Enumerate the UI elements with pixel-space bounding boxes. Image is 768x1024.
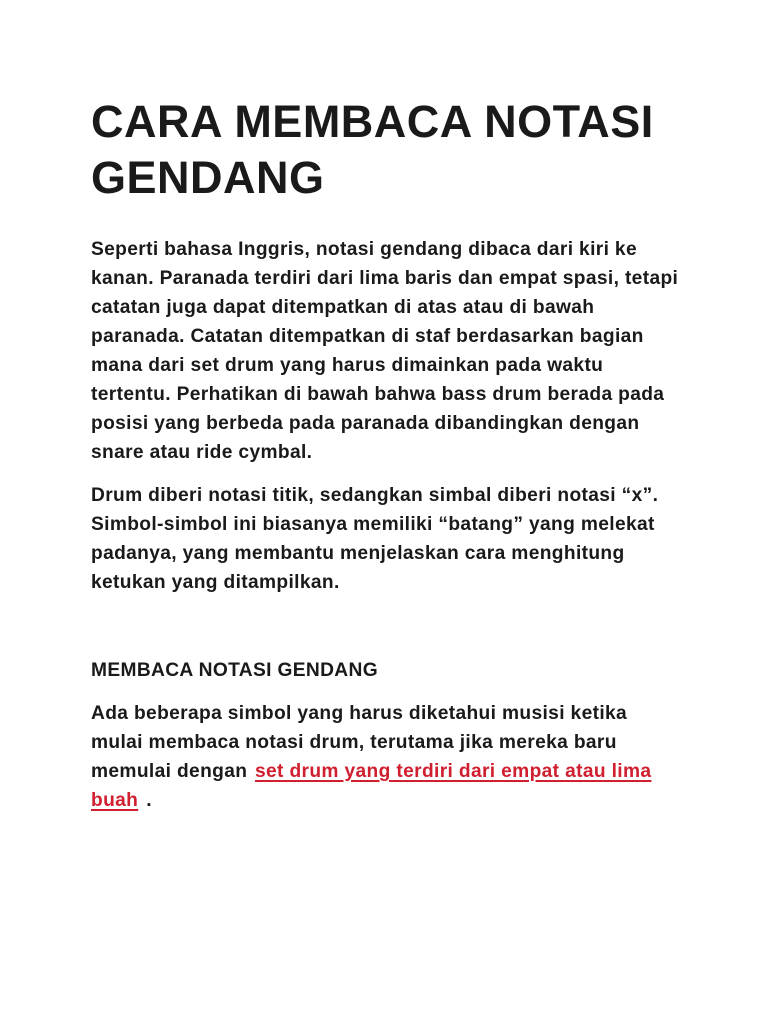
paragraph-intro: Seperti bahasa Inggris, notasi gendang dibaca dari kiri ke kanan. Paranada terdiri dari lima baris dan empat spasi, tetapi catatan juga dapat ditempatkan di atas atau di bawah paranada. Catatan ditempatkan di staf berdasarkan bagian mana dari set drum yang harus dimainkan pada waktu tertentu. Perhatikan di bawah bahwa bass drum berada pada posisi yang berbeda pada paranada dibandingkan dengan snare atau ride cymbal. — [91, 239, 679, 463]
closing-text: Ada beberapa simbol yang harus diketahui musisi ketika mulai membaca notasi drum, terutama jika mereka baru memulai dengan — [91, 703, 628, 782]
drum-set-link[interactable]: set drum yang terdiri dari empat atau lima buah — [91, 761, 652, 811]
closing-period: . — [146, 790, 152, 811]
paragraph-notation: Drum diberi notasi titik, sedangkan simbal diberi notasi “x”. Simbol-simbol ini biasanya memiliki “batang” yang melekat padanya, yang membantu menjelaskan cara menghitung ketukan yang ditampilkan. — [91, 485, 659, 593]
section-heading: MEMBACA NOTASI GENDANG — [91, 660, 378, 681]
paragraph-closing — [91, 699, 681, 815]
page-title: CARA MEMBACA NOTASI GENDANG — [91, 96, 654, 203]
document-page — [91, 94, 681, 815]
